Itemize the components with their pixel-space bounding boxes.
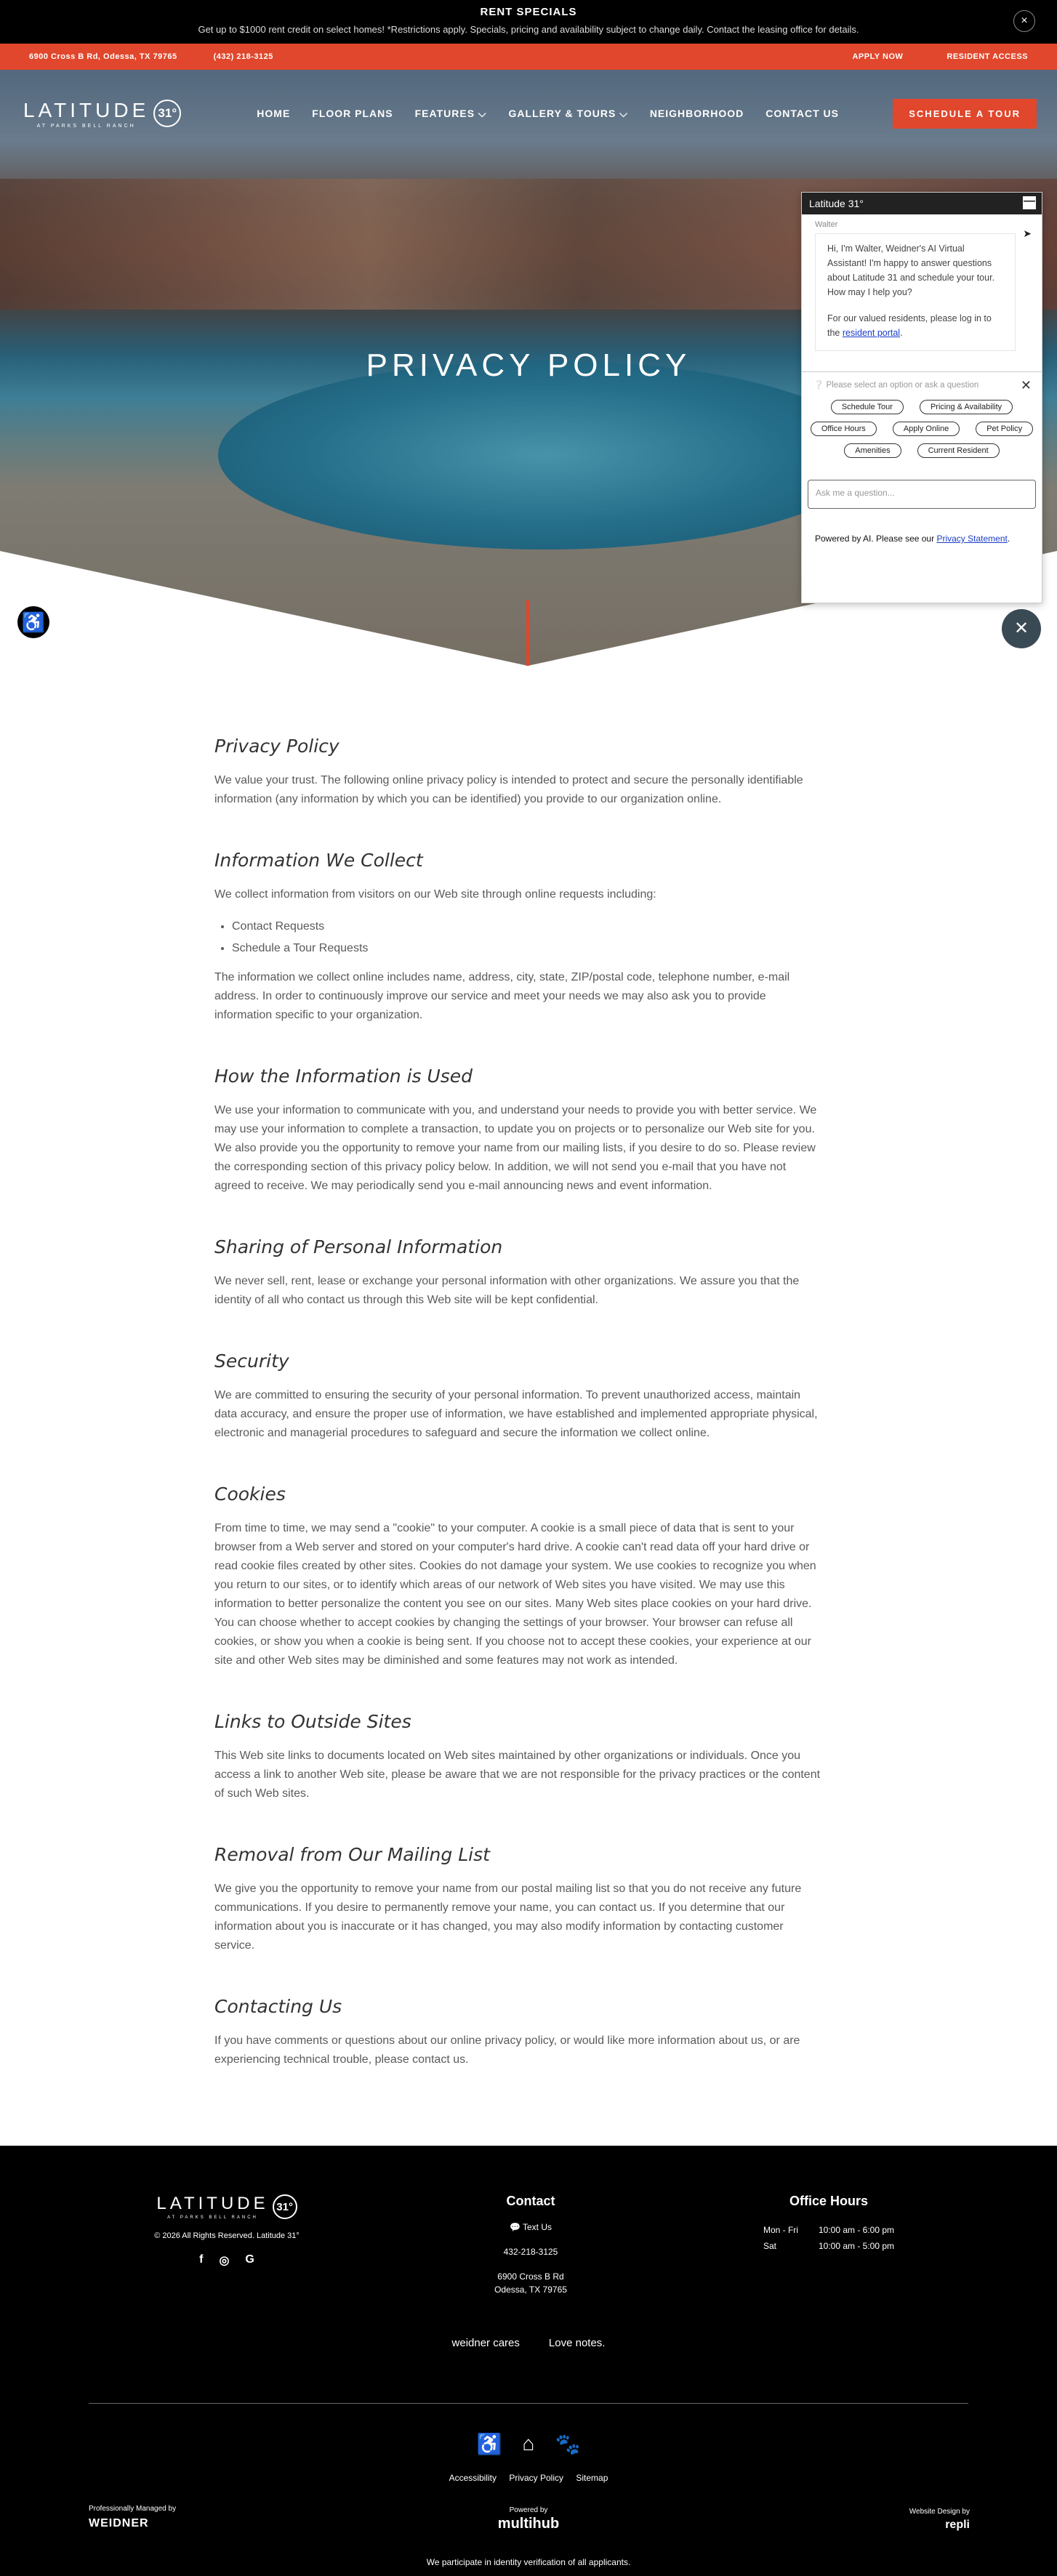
footer <box>0 2146 1057 2576</box>
section-heading: Cookies <box>214 1484 286 1505</box>
pet-friendly-icon: 🐾 <box>555 2433 581 2455</box>
chat-option-schedule-tour[interactable]: Schedule Tour <box>831 400 904 414</box>
chat-residents-text: For our valued residents, please log in to the <box>827 313 992 338</box>
chat-option-apply-online[interactable]: Apply Online <box>893 422 960 436</box>
footer-hours <box>749 2194 909 2254</box>
footer-logo[interactable] <box>154 2194 300 2220</box>
chat-title: Latitude 31° <box>809 198 864 209</box>
section-paragraph: We give you the opportunity to remove your name from our postal mailing list so that you do not receive any future communications. If you desire to permanently remove your name, you can contact us. If you determine that our information about you is inaccurate or it has changed, you may also modify information by contacting customer service. <box>214 1883 802 1952</box>
hours-time: 10:00 am - 5:00 pm <box>818 2241 895 2251</box>
list-item: • Contact Requests <box>232 916 825 938</box>
website-design <box>909 2508 970 2532</box>
text-us-link[interactable]: 💬 Text Us <box>509 2222 552 2232</box>
hours-day: Sat <box>763 2241 776 2251</box>
instagram-icon[interactable]: ◎ <box>219 2255 230 2267</box>
section-paragraph: We never sell, rent, lease or exchange your personal information with other organizations. We assure you that the identity of all who contact us through this Web site will be kept confidential. <box>214 1275 800 1306</box>
logo-wordmark: LATITUDE <box>23 98 150 121</box>
chat-greeting: Hi, I'm Walter, Weidner's AI Virtual Assistant! I'm happy to answer questions about Latitude 31 and schedule your tour. How may I help you? <box>827 243 995 297</box>
footer-divider <box>89 2403 968 2404</box>
policy-content <box>214 736 825 2098</box>
section-paragraph: From time to time, we may send a "cookie" to your computer. A cookie is a small piece of data that is sent to your browser from a Web server and stored on your computer's hard drive. A cookie can't read data off your hard drive or read cookie files created by other sites. Cookies do not damage your system. We use cookies to recognize you when you return to our sites, or to identify which areas of our network of Web sites you have visited. We may use this information to better personalize the content you see on our sites. Many Web sites place cookies on your hard drive. You can choose whether to accept cookies by changing the settings of your browser. Your browser can refuse all cookies, or show you when a cookie is being sent. If you choose not to accept these cookies, your experience at our site and other Web sites may be diminished and some features may not work as intended. <box>214 1522 816 1667</box>
footer-compliance-icons <box>0 2432 1057 2456</box>
help-icon: ❔ <box>813 381 824 390</box>
logo-subtitle: AT PARKS BELL RANCH <box>36 123 136 129</box>
resident-access-link[interactable]: RESIDENT ACCESS <box>947 52 1028 61</box>
schedule-tour-button[interactable]: SCHEDULE A TOUR <box>893 99 1037 129</box>
address-line-1: 6900 Cross B Rd <box>497 2271 564 2282</box>
collect-list <box>232 916 825 959</box>
footer-logo-subtitle: AT PARKS BELL RANCH <box>167 2215 258 2220</box>
nav-item-neighborhood[interactable]: NEIGHBORHOOD <box>649 107 744 119</box>
chat-powered: Powered by AI. Please see our Privacy Statement. <box>815 534 1010 544</box>
privacy-statement-link[interactable]: Privacy Statement <box>936 534 1008 544</box>
utility-phone[interactable]: (432) 218-3125 <box>213 52 273 61</box>
managed-by-label: Professionally Managed by <box>89 2505 177 2513</box>
footer-logo-wordmark: LATITUDE <box>156 2194 269 2213</box>
site-logo[interactable] <box>23 99 181 129</box>
section-paragraph: The information we collect online includes name, address, city, state, ZIP/postal code, telephone number, e-mail address. In order to continuously improve our service and meet your needs we may also ask you to provide information specific to your organization. <box>214 971 790 1021</box>
chat-message: Hi, I'm Walter, Weidner's AI Virtual Assistant! I'm happy to answer questions about Latitude 31 and schedule your tour. How may I help you? For our valued residents, please log in to the resident portal. <box>815 233 1016 351</box>
hours-day: Mon - Fri <box>763 2225 798 2235</box>
footer-phone[interactable]: 432-218-3125 <box>503 2247 558 2257</box>
section-paragraph: We use your information to communicate with you, and understand your needs to provide you with better service. We may use your information to complete a transaction, to update you on projects or to personalize our Web site for you. We also provide you the opportunity to remove your name from our mailing lists, if you desire to do so. Please review the corresponding section of this privacy policy below. In addition, we will not send you e-mail that you have not agreed to receive. We may periodically send you e-mail announcing news and event information. <box>214 1104 817 1192</box>
section-heading: Contacting Us <box>214 1996 342 2017</box>
section-heading: Sharing of Personal Information <box>214 1236 503 1257</box>
close-icon[interactable]: ✕ <box>1020 378 1032 393</box>
nav-item-contact[interactable]: CONTACT US <box>765 107 839 119</box>
footer-address[interactable] <box>465 2270 596 2296</box>
powered-by <box>0 2506 1057 2532</box>
weidner-logo[interactable]: WEIDNER <box>89 2517 149 2529</box>
copyright: © 2026 All Rights Reserved. Latitude 31° <box>154 2231 300 2240</box>
specials-title: RENT SPECIALS <box>480 6 577 18</box>
verification-note: We participate in identity verification of all applicants. <box>426 2557 631 2567</box>
chat-option-amenities[interactable]: Amenities <box>844 443 901 458</box>
nav-item-floor-plans[interactable]: FLOOR PLANS <box>312 107 393 119</box>
send-icon[interactable]: ➤ <box>1023 228 1032 239</box>
nav-item-features[interactable]: FEATURES ⌵ <box>414 107 487 119</box>
chat-option-pricing[interactable]: Pricing & Availability <box>920 400 1013 414</box>
page-title: PRIVACY POLICY <box>366 347 691 383</box>
specials-text: Get up to $1000 rent credit on select homes! *Restrictions apply. Specials, pricing and availability subject to change daily. Contact the leasing office for details. <box>198 24 859 35</box>
list-item: • Schedule a Tour Requests <box>232 938 825 959</box>
chat-widget <box>801 192 1042 603</box>
facebook-icon[interactable]: f <box>199 2253 204 2266</box>
footer-contact <box>465 2194 596 2296</box>
chat-agent-name: Walter <box>815 220 838 229</box>
section-heading: Links to Outside Sites <box>214 1711 411 1732</box>
section-paragraph: We are committed to ensuring the security of your personal information. To prevent unauthorized access, maintain data accuracy, and ensure the proper use of information, we have established and implemented appropriate physical, electronic and managerial procedures to safeguard and secure the information we collect online. <box>214 1389 818 1439</box>
section-heading: Privacy Policy <box>214 736 339 757</box>
footer-brand <box>154 2194 300 2268</box>
nav-item-gallery-tours[interactable]: GALLERY & TOURS ⌵ <box>508 107 628 119</box>
repli-logo[interactable]: repli <box>945 2519 970 2531</box>
google-icon[interactable]: G <box>245 2253 254 2266</box>
section-paragraph: This Web site links to documents located on Web sites maintained by other organizations or individuals. Once you access a link to another Web site, please be aware that we are not responsible for the privacy practices or the content of such Web sites. <box>214 1750 821 1800</box>
chat-option-pet-policy[interactable]: Pet Policy <box>976 422 1033 436</box>
utility-bar <box>0 44 1057 70</box>
wheelchair-icon: ♿ <box>476 2433 502 2455</box>
chat-header <box>802 193 1042 214</box>
section-paragraph: We value your trust. The following online privacy policy is intended to protect and secure the personally identifiable information (any information by which you can be identified) you provide to our organization online. <box>214 774 803 805</box>
social-links <box>154 2253 300 2268</box>
contact-heading: Contact <box>506 2194 555 2208</box>
section-heading: How the Information is Used <box>214 1066 473 1087</box>
apply-now-link[interactable]: APPLY NOW <box>852 52 904 61</box>
accent-line <box>526 600 529 666</box>
love-notes-logo: Love notes. <box>548 2337 606 2349</box>
chat-input[interactable]: Ask me a question... <box>808 480 1036 509</box>
section-heading: Information We Collect <box>214 850 423 871</box>
resident-portal-link[interactable]: resident portal <box>842 328 901 338</box>
accessibility-icon[interactable]: ♿ <box>17 606 49 638</box>
accessibility-link[interactable]: Accessibility <box>449 2473 497 2483</box>
footer-badges <box>0 2338 1057 2349</box>
privacy-policy-link[interactable]: Privacy Policy <box>509 2473 563 2483</box>
chat-option-office-hours[interactable]: Office Hours <box>811 422 877 436</box>
chat-prompt-text: Please select an option or ask a question <box>826 381 979 390</box>
hours-table <box>753 2222 904 2254</box>
hours-row <box>753 2222 904 2238</box>
chat-close-icon[interactable]: ✕ <box>1002 609 1041 648</box>
sitemap-link[interactable]: Sitemap <box>576 2473 608 2483</box>
footer-logo-number: 31° <box>273 2194 297 2219</box>
nav-item-home[interactable]: HOME <box>257 107 291 119</box>
main-nav <box>0 70 1057 157</box>
multihub-logo[interactable]: multihub <box>497 2516 560 2532</box>
chat-option-current-resident[interactable]: Current Resident <box>917 443 1000 458</box>
hours-row <box>753 2238 904 2254</box>
section-paragraph: If you have comments or questions about our online privacy policy, or would like more information about us, or are experiencing technical trouble, please contact us. <box>214 2034 800 2066</box>
close-icon[interactable]: × <box>1013 10 1035 32</box>
chat-options <box>809 400 1034 458</box>
hours-time: 10:00 am - 6:00 pm <box>818 2225 895 2235</box>
section-paragraph: We collect information from visitors on our Web site through online requests including: <box>214 888 656 901</box>
weidner-cares-logo: weidner cares <box>451 2337 520 2349</box>
section-heading: Security <box>214 1351 289 1372</box>
design-label: Website Design by <box>909 2508 970 2516</box>
utility-address[interactable]: 6900 Cross B Rd, Odessa, TX 79765 <box>29 52 177 61</box>
hours-heading: Office Hours <box>789 2194 869 2208</box>
specials-banner <box>0 0 1057 44</box>
chat-prompt <box>813 378 1042 393</box>
equal-housing-icon: ⌂ <box>522 2432 535 2455</box>
section-heading: Removal from Our Mailing List <box>214 1844 490 1865</box>
footer-links <box>0 2473 1057 2483</box>
powered-by-label: Powered by <box>509 2506 548 2514</box>
minimize-icon[interactable]: — <box>1023 196 1036 209</box>
logo-number: 31° <box>153 100 181 127</box>
address-line-2: Odessa, TX 79765 <box>494 2285 567 2295</box>
chat-powered-text: Powered by AI. Please see our <box>815 534 935 544</box>
nav-menu <box>257 108 839 120</box>
